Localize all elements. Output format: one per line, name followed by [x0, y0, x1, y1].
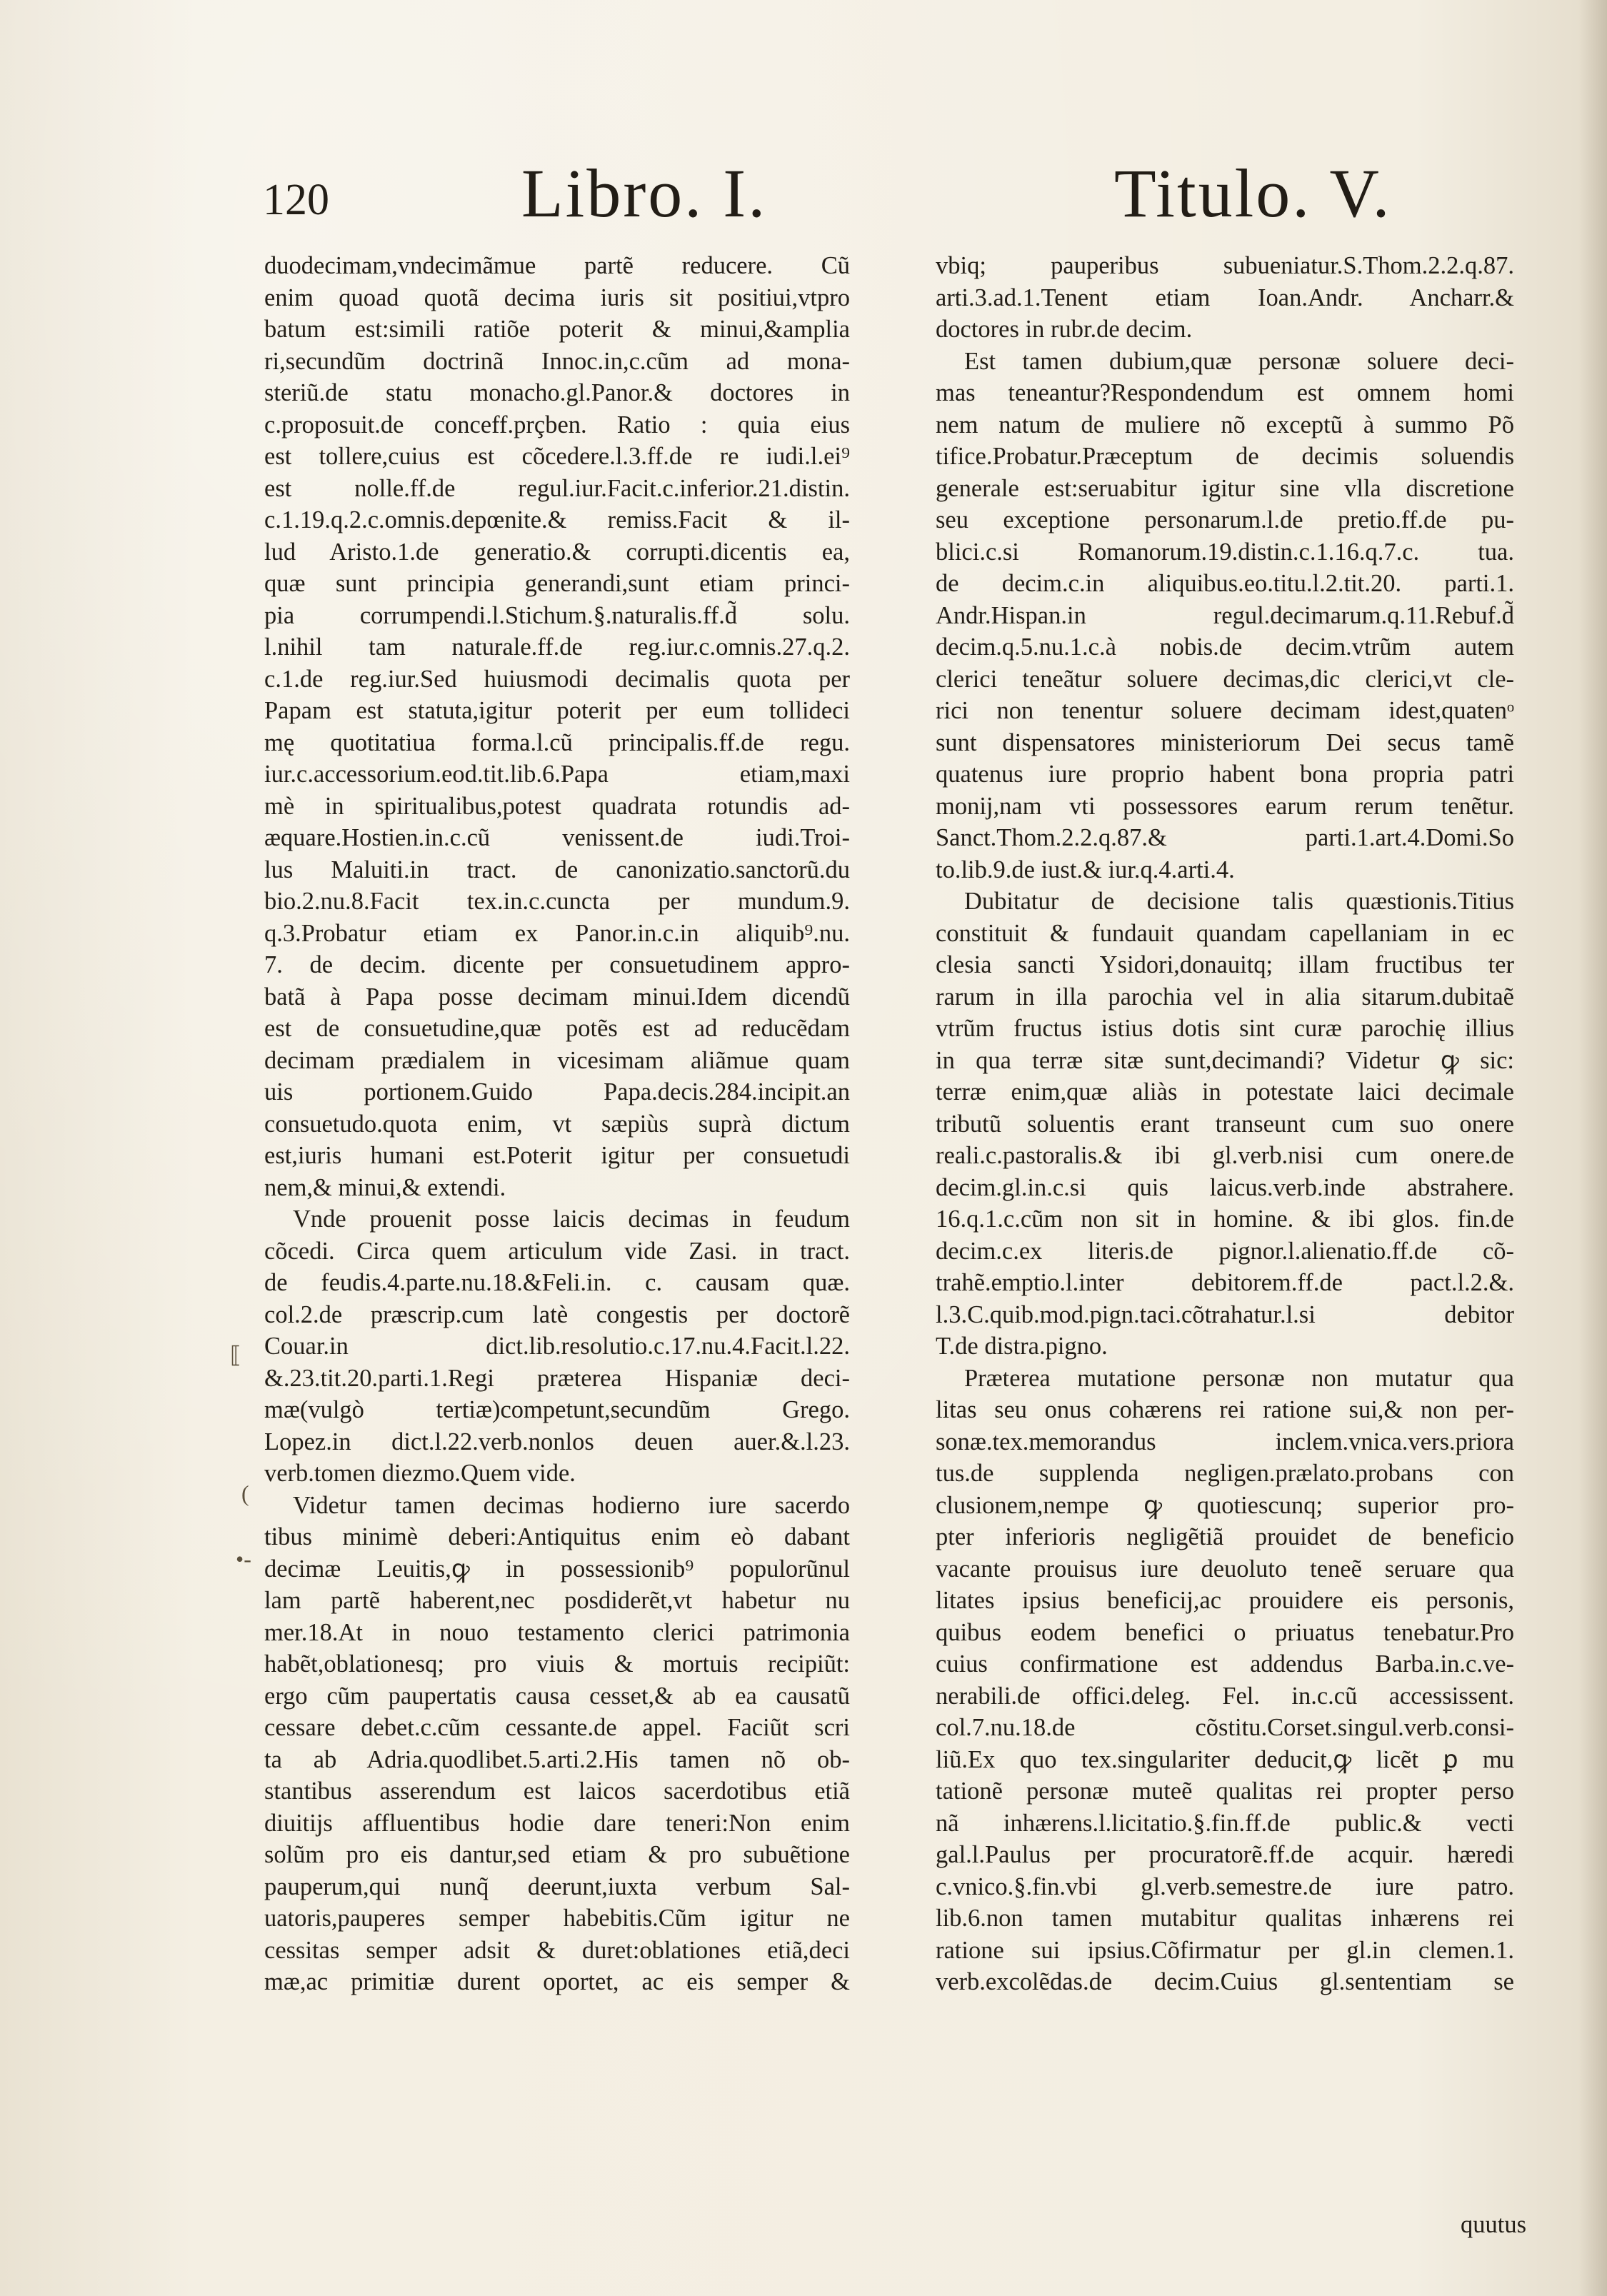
left-column-text-line: consuetudo.quota enim, vt sæpiùs suprà dictum — [264, 1110, 850, 1138]
right-column-text-line: constituit & fundauit quandam capellaniam in ec — [936, 919, 1514, 947]
right-column-text-line: Andr.Hispan.in regul.decimarum.q.11.Rebuf.d̃ — [936, 601, 1514, 629]
running-head-book: Libro. I. — [521, 155, 768, 231]
page-gutter-shadow — [1578, 0, 1607, 2296]
right-column-text-line: quibus eodem benefici o priuatus tenebatur.Pro — [936, 1618, 1514, 1646]
left-column-text-line: &.23.tit.20.parti.1.Regi præterea Hispaniæ deci- — [264, 1364, 850, 1392]
right-column-text-line: decim.c.ex literis.de pignor.l.alienatio.ff.de cõ- — [936, 1237, 1514, 1265]
right-column-text-line: sonæ.tex.memorandus inclem.vnica.vers.priora — [936, 1428, 1514, 1455]
left-column-text-line: pauperum,qui nunq̃ deerunt,iuxta verbum Sal- — [264, 1873, 850, 1900]
right-column-text-line: litas seu onus cohærens rei ratione sui,& non per- — [936, 1396, 1514, 1423]
left-column-text-line: nem,& minui,& extendi. — [264, 1173, 506, 1201]
right-column-text-line: doctores in rubr.de decim. — [936, 316, 1193, 343]
left-column-text-line: ta ab Adria.quodlibet.5.arti.2.His tamen nõ ob- — [264, 1745, 850, 1773]
right-column-text-line: monij,nam vti possessores earum rerum tenẽtur. — [936, 792, 1514, 820]
left-column-text-line: decimæ Leuitis,ꝙ in possessionib⁹ populorũnul — [264, 1555, 850, 1583]
right-column-text-line: rarum in illa parochia vel in alia sitarum.dubitaẽ — [936, 983, 1514, 1011]
right-column-text-line: decim.q.5.nu.1.c.à nobis.de decim.vtrũm autem — [936, 633, 1514, 661]
left-column-text-line: 7. de decim. dicente per consuetudinem appro- — [264, 951, 850, 978]
right-column-text-line: arti.3.ad.1.Tenent etiam Ioan.Andr. Ancharr.& — [936, 284, 1514, 311]
right-column-text-line: Dubitatur de decisione talis quæstionis.Titius — [964, 888, 1514, 915]
right-column-text-line: nã inhærens.l.licitatio.§.fin.ff.de public.& vecti — [936, 1809, 1514, 1837]
right-column-text-line: terræ enim,quæ aliàs in potestate laici decimale — [936, 1078, 1514, 1106]
left-column-text-line: Vnde prouenit posse laicis decimas in feudum — [293, 1205, 850, 1233]
right-column-text-line: sunt dispensatores ministeriorum Dei secus tamẽ — [936, 728, 1514, 756]
right-column-text-line: c.vnico.§.fin.vbi gl.verb.semestre.de iure patro. — [936, 1873, 1514, 1900]
margin-bracket-mark: ( — [241, 1480, 249, 1506]
left-column-text-line: enim quoad quotã decima iuris sit positiui,vtpro — [264, 284, 850, 311]
left-column-text-line: æquare.Hostien.in.c.cũ venissent.de iudi.Troi- — [264, 824, 850, 851]
right-column-text-line: tus.de supplenda negligen.prælato.probans con — [936, 1460, 1514, 1487]
right-column-text-line: in qua terræ sitæ sunt,decimandi? Videtur ꝙ sic: — [936, 1046, 1514, 1074]
left-column-text-line: de feudis.4.parte.nu.18.&Feli.in. c. causam quæ. — [264, 1269, 850, 1296]
right-column-text-line: clusionem,nempe ꝙ quotiescunq; superior pro- — [936, 1491, 1514, 1519]
left-column-text-line: duodecimam,vndecimãmue partẽ reducere. Cũ — [264, 252, 850, 279]
right-column-text-line: tributũ soluentis erant transeunt cum suo onere — [936, 1110, 1514, 1138]
left-column-text-line: mè in spiritualibus,potest quadrata rotundis ad- — [264, 792, 850, 820]
left-column-text-line: l.nihil tam naturale.ff.de reg.iur.c.omnis.27.q.2. — [264, 633, 850, 661]
catchword: quutus — [1461, 2211, 1527, 2238]
page-header — [0, 154, 1607, 232]
left-column-text-line: ergo cũm paupertatis causa cesset,& ab ea causatũ — [264, 1682, 850, 1710]
margin-bracket-mark: ⟦ — [230, 1342, 241, 1368]
left-text-column — [264, 250, 850, 1998]
left-column-text-line: mer.18.At in nouo testamento clerici patrimonia — [264, 1618, 850, 1646]
right-text-column — [936, 250, 1514, 1998]
left-column-text-line: decimam prædialem in vicesimam aliãmue quam — [264, 1046, 850, 1074]
right-column-text-line: tationẽ personæ muteẽ qualitas rei propter perso — [936, 1778, 1514, 1805]
left-column-text-line: batã à Papa posse decimam minui.Idem dicendũ — [264, 983, 850, 1011]
left-column-text-line: mæ(vulgò tertiæ)competunt,secundũm Grego. — [264, 1396, 850, 1423]
left-column-text-line: c.1.de reg.iur.Sed huiusmodi decimalis quota per — [264, 665, 850, 693]
right-column-text-line: liũ.Ex quo tex.singulariter deducit,ꝙ licẽt ꝑ mu — [936, 1745, 1514, 1773]
left-column-text-line: tibus minimè deberi:Antiquitus enim eò dabant — [264, 1523, 850, 1550]
right-column-text-line: vacante prouisus iure deuoluto teneẽ seruare qua — [936, 1555, 1514, 1583]
right-column-text-line: tifice.Probatur.Præceptum de decimis soluendis — [936, 443, 1514, 470]
right-column-text-line: clesia sancti Ysidori,donauitq; illam fructibus ter — [936, 951, 1514, 978]
right-column-text-line: blici.c.si Romanorum.19.distin.c.1.16.q.7.c. tua. — [936, 538, 1514, 566]
left-column-text-line: Lopez.in dict.l.22.verb.nonlos deuen auer.&.l.23. — [264, 1428, 850, 1455]
right-column-text-line: vtrũm fructus istius dotis sint curæ parochię illius — [936, 1015, 1514, 1042]
right-column-text-line: litates ipsius beneficij,ac prouidere eis personis, — [936, 1587, 1514, 1614]
left-column-text-line: ri,secundũm doctrinã Innoc.in,c.cũm ad mona- — [264, 347, 850, 375]
right-column-text-line: mas teneantur?Respondendum est omnem homi — [936, 379, 1514, 406]
right-column-text-line: de decim.c.in aliquibus.eo.titu.l.2.tit.20. parti.1. — [936, 570, 1514, 597]
left-column-text-line: est tollere,cuius est cõcedere.l.3.ff.de re iudi.l.ei⁹ — [264, 443, 850, 470]
right-column-text-line: ratione sui ipsius.Cõfirmatur per gl.in clemen.1. — [936, 1936, 1514, 1964]
left-column-text-line: cõcedi. Circa quem articulum vide Zasi. in tract. — [264, 1237, 850, 1265]
left-column-text-line: batum est:simili ratiõe poterit & minui,&amplia — [264, 316, 850, 343]
left-column-text-line: c.proposuit.de conceff.prçben. Ratio : quia eius — [264, 411, 850, 438]
right-column-text-line: Est tamen dubium,quæ personæ soluere deci- — [964, 347, 1514, 375]
right-column-text-line: seu exceptione personarum.l.de pretio.ff.de pu- — [936, 506, 1514, 533]
right-column-text-line: to.lib.9.de iust.& iur.q.4.arti.4. — [936, 856, 1235, 883]
left-column-text-line: est,iuris humani est.Poterit igitur per consuetudi — [264, 1142, 850, 1169]
page-number: 120 — [263, 176, 329, 224]
right-column-text-line: T.de distra.pigno. — [936, 1333, 1108, 1360]
left-column-text-line: lud Aristo.1.de generatio.& corrupti.dicentis ea, — [264, 538, 850, 566]
left-column-text-line: col.2.de præscrip.cum latè congestis per doctorẽ — [264, 1300, 850, 1328]
left-column-text-line: pia corrumpendi.l.Stichum.§.naturalis.ff.d̃ solu. — [264, 601, 850, 629]
left-column-text-line: c.1.19.q.2.c.omnis.depœnite.& remiss.Facit & il- — [264, 506, 850, 533]
left-column-text-line: Papam est statuta,igitur poterit per eum tollideci — [264, 697, 850, 724]
left-column-text-line: bio.2.nu.8.Facit tex.in.c.cuncta per mundum.9. — [264, 888, 850, 915]
right-column-text-line: decim.gl.in.c.si quis laicus.verb.inde abstrahere. — [936, 1173, 1514, 1201]
right-column-text-line: lib.6.non tamen mutabitur qualitas inhærens rei — [936, 1905, 1514, 1932]
left-column-text-line: Videtur tamen decimas hodierno iure sacerdo — [293, 1491, 850, 1519]
right-column-text-line: gal.l.Paulus per procuratorẽ.ff.de acquir. hæredi — [936, 1841, 1514, 1868]
left-column-text-line: est de consuetudine,quæ potẽs est ad reducẽdam — [264, 1015, 850, 1042]
right-column-text-line: Sanct.Thom.2.2.q.87.& parti.1.art.4.Domi.So — [936, 824, 1514, 851]
right-column-text-line: pter inferioris negligẽtiã prouidet de beneficio — [936, 1523, 1514, 1550]
left-column-text-line: verb.tomen diezmo.Quem vide. — [264, 1460, 576, 1487]
left-column-text-line: lam partẽ haberent,nec posdiderẽt,vt habetur nu — [264, 1587, 850, 1614]
left-column-text-line: Couar.in dict.lib.resolutio.c.17.nu.4.Facit.l.22. — [264, 1333, 850, 1360]
left-column-text-line: solũm pro eis dantur,sed etiam & pro subuẽtione — [264, 1841, 850, 1868]
left-column-text-line: cessare debet.c.cũm cessante.de appel. Faciũt scri — [264, 1714, 850, 1741]
left-column-text-line: diuitijs affluentibus hodie dare teneri:Non enim — [264, 1809, 850, 1837]
margin-pointer-mark: •- — [236, 1546, 251, 1572]
left-column-text-line: uis portionem.Guido Papa.decis.284.incipit.an — [264, 1078, 850, 1106]
right-column-text-line: cuius confirmatione est addendus Barba.in.c.ve- — [936, 1650, 1514, 1678]
left-column-text-line: habẽt,oblationesq; pro viuis & mortuis recipiũt: — [264, 1650, 850, 1678]
left-column-text-line: stantibus asserendum est laicos sacerdotibus etiã — [264, 1778, 850, 1805]
right-column-text-line: col.7.nu.18.de cõstitu.Corset.singul.verb.consi- — [936, 1714, 1514, 1741]
left-column-text-line: steriũ.de statu monacho.gl.Panor.& doctores in — [264, 379, 850, 406]
right-column-text-line: trahẽ.emptio.l.inter debitorem.ff.de pact.l.2.&. — [936, 1269, 1514, 1296]
right-column-text-line: clerici teneãtur soluere decimas,dic clerici,vt cle- — [936, 665, 1514, 693]
right-column-text-line: nem natum de muliere nõ exceptũ à summo Põ — [936, 411, 1514, 438]
left-column-text-line: quæ sunt principia generandi,sunt etiam princi- — [264, 570, 850, 597]
right-column-text-line: Præterea mutatione personæ non mutatur qua — [964, 1364, 1514, 1392]
right-column-text-line: nerabili.de offici.deleg. Fel. in.c.cũ accessissent. — [936, 1682, 1514, 1710]
left-column-text-line: uatoris,pauperes semper habebitis.Cũm igitur ne — [264, 1905, 850, 1932]
right-column-text-line: rici non tenentur soluere decimam idest,quatenᵒ — [936, 697, 1514, 724]
left-column-text-line: iur.c.accessorium.eod.tit.lib.6.Papa etiam,maxi — [264, 761, 850, 788]
right-column-text-line: l.3.C.quib.mod.pign.taci.cõtrahatur.l.si debitor — [936, 1300, 1514, 1328]
left-column-text-line: mæ,ac primitiæ durent oportet, ac eis semper & — [264, 1968, 850, 1995]
right-column-text-line: vbiq; pauperibus subueniatur.S.Thom.2.2.q.87. — [936, 252, 1514, 279]
left-column-text-line: est nolle.ff.de regul.iur.Facit.c.inferior.21.distin. — [264, 474, 850, 502]
right-column-text-line: 16.q.1.c.cũm non sit in homine. & ibi glos. fin.de — [936, 1205, 1514, 1233]
left-column-text-line: lus Maluiti.in tract. de canonizatio.sanctorũ.du — [264, 856, 850, 883]
running-head-title: Titulo. V. — [1114, 155, 1392, 231]
right-column-text-line: generale est:seruabitur igitur sine vlla discretione — [936, 474, 1514, 502]
left-column-text-line: q.3.Probatur etiam ex Panor.in.c.in aliquib⁹.nu. — [264, 919, 850, 947]
right-column-text-line: reali.c.pastoralis.& ibi gl.verb.nisi cum onere.de — [936, 1142, 1514, 1169]
right-column-text-line: quatenus iure proprio habent bona propria patri — [936, 761, 1514, 788]
left-column-text-line: mę quotitatiua forma.l.cũ principalis.ff.de regu. — [264, 728, 850, 756]
right-column-text-line: verb.excolẽdas.de decim.Cuius gl.sententiam se — [936, 1968, 1514, 1995]
left-column-text-line: cessitas semper adsit & duret:oblationes etiã,deci — [264, 1936, 850, 1964]
